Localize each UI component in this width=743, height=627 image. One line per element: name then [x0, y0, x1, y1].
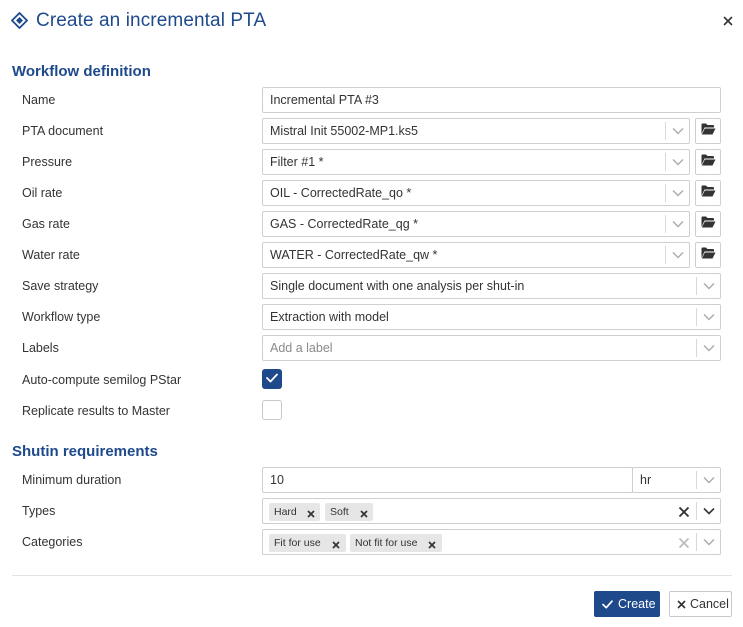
water-rate-select[interactable] [262, 242, 690, 268]
chevron-down-icon[interactable] [698, 530, 720, 554]
remove-tag-icon[interactable] [306, 507, 316, 517]
clear-all-icon[interactable] [678, 536, 690, 548]
dialog-title: Create an incremental PTA [36, 10, 267, 31]
water-rate-value: WATER - CorrectedRate_qw * [270, 248, 438, 262]
close-icon[interactable] [723, 13, 733, 31]
select-separator [696, 339, 697, 357]
minimum-duration-input[interactable] [262, 467, 633, 493]
shutin-requirements-heading: Shutin requirements [12, 443, 158, 460]
pressure-select[interactable] [262, 149, 690, 175]
pressure-row [0, 149, 743, 175]
chevron-down-icon[interactable] [667, 181, 689, 205]
tag-label: Soft [330, 506, 349, 518]
types-multiselect[interactable] [262, 498, 721, 524]
categories-row [0, 529, 743, 555]
water-rate-label: Water rate [22, 248, 80, 262]
pta-document-browse-button[interactable] [695, 118, 721, 144]
types-label: Types [22, 504, 56, 518]
cancel-button[interactable] [669, 591, 732, 617]
footer-divider [12, 575, 732, 576]
oil-rate-value: OIL - CorrectedRate_qo * [270, 186, 412, 200]
categories-label: Categories [22, 535, 83, 549]
types-row [0, 498, 743, 524]
water-rate-browse-button[interactable] [695, 242, 721, 268]
select-separator [696, 502, 697, 520]
duration-unit-value: hr [640, 473, 652, 487]
name-input[interactable] [262, 87, 721, 113]
folder-open-icon[interactable] [701, 153, 716, 171]
chevron-down-icon[interactable] [667, 212, 689, 236]
chevron-down-icon[interactable] [698, 468, 720, 492]
oil-rate-select[interactable] [262, 180, 690, 206]
minimum-duration-row [0, 467, 743, 493]
folder-open-icon[interactable] [701, 246, 716, 264]
categories-multiselect[interactable] [262, 529, 721, 555]
duration-unit-select[interactable] [632, 467, 721, 493]
folder-open-icon[interactable] [701, 215, 716, 233]
gas-rate-select[interactable] [262, 211, 690, 237]
gas-rate-label: Gas rate [22, 217, 70, 231]
pta-document-label: PTA document [22, 124, 104, 138]
checkmark-icon [266, 370, 278, 388]
workflow-type-select[interactable] [262, 304, 721, 330]
close-button[interactable] [717, 11, 739, 33]
oil-rate-browse-button[interactable] [695, 180, 721, 206]
select-separator [665, 122, 666, 140]
dialog-header [0, 0, 743, 44]
diamond-logo-icon [11, 12, 28, 29]
pressure-browse-button[interactable] [695, 149, 721, 175]
workflow-definition-heading: Workflow definition [12, 63, 151, 80]
close-icon [676, 599, 687, 610]
remove-tag-icon[interactable] [331, 538, 341, 548]
tag-label: Fit for use [274, 537, 321, 549]
pressure-label: Pressure [22, 155, 73, 169]
pta-document-select[interactable] [262, 118, 690, 144]
minimum-duration-value: 10 [270, 473, 284, 487]
name-row [0, 87, 743, 113]
select-separator [696, 308, 697, 326]
tag-label: Not fit for use [355, 537, 418, 549]
workflow-type-label: Workflow type [22, 310, 101, 324]
minimum-duration-label: Minimum duration [22, 473, 122, 487]
select-separator [665, 184, 666, 202]
chevron-down-icon[interactable] [698, 499, 720, 523]
labels-select[interactable] [262, 335, 721, 361]
pta-document-row [0, 118, 743, 144]
save-strategy-row [0, 273, 743, 299]
gas-rate-browse-button[interactable] [695, 211, 721, 237]
name-input-value: Incremental PTA #3 [270, 93, 379, 107]
chevron-down-icon[interactable] [667, 150, 689, 174]
chevron-down-icon[interactable] [698, 274, 720, 298]
select-separator [696, 471, 697, 489]
save-strategy-label: Save strategy [22, 279, 99, 293]
select-separator [665, 215, 666, 233]
workflow-type-value: Extraction with model [270, 310, 389, 324]
tag-soft [325, 503, 373, 521]
oil-rate-label: Oil rate [22, 186, 63, 200]
cancel-button-label: Cancel [690, 597, 729, 611]
save-strategy-select[interactable] [262, 273, 721, 299]
select-separator [665, 153, 666, 171]
clear-all-icon[interactable] [678, 505, 690, 517]
gas-rate-value: GAS - CorrectedRate_qg * [270, 217, 418, 231]
chevron-down-icon[interactable] [667, 243, 689, 267]
gas-rate-row [0, 211, 743, 237]
workflow-type-row [0, 304, 743, 330]
checkmark-icon [602, 599, 613, 610]
create-button[interactable] [594, 591, 660, 617]
save-strategy-value: Single document with one analysis per shut-in [270, 279, 525, 293]
water-rate-row [0, 242, 743, 268]
replicate-row [0, 398, 743, 424]
labels-row [0, 335, 743, 361]
remove-tag-icon[interactable] [427, 538, 437, 548]
tag-fit-for-use [269, 534, 346, 552]
select-separator [696, 533, 697, 551]
create-button-label: Create [618, 597, 656, 611]
labels-label: Labels [22, 341, 59, 355]
replicate-label: Replicate results to Master [22, 404, 170, 418]
tag-label: Hard [274, 506, 297, 518]
select-separator [696, 277, 697, 295]
replicate-checkbox[interactable] [262, 400, 282, 420]
auto-compute-row [0, 367, 743, 393]
chevron-down-icon[interactable] [698, 305, 720, 329]
chevron-down-icon[interactable] [667, 119, 689, 143]
remove-tag-icon[interactable] [359, 507, 369, 517]
folder-open-icon[interactable] [701, 184, 716, 202]
pressure-value: Filter #1 * [270, 155, 324, 169]
auto-compute-label: Auto-compute semilog PStar [22, 373, 182, 387]
tag-not-fit-for-use [350, 534, 442, 552]
oil-rate-row [0, 180, 743, 206]
select-separator [665, 246, 666, 264]
auto-compute-checkbox[interactable] [262, 369, 282, 389]
labels-placeholder: Add a label [270, 341, 333, 355]
pta-document-value: Mistral Init 55002-MP1.ks5 [270, 124, 418, 138]
name-label: Name [22, 93, 56, 107]
tag-hard [269, 503, 320, 521]
chevron-down-icon[interactable] [698, 336, 720, 360]
folder-open-icon[interactable] [701, 122, 716, 140]
